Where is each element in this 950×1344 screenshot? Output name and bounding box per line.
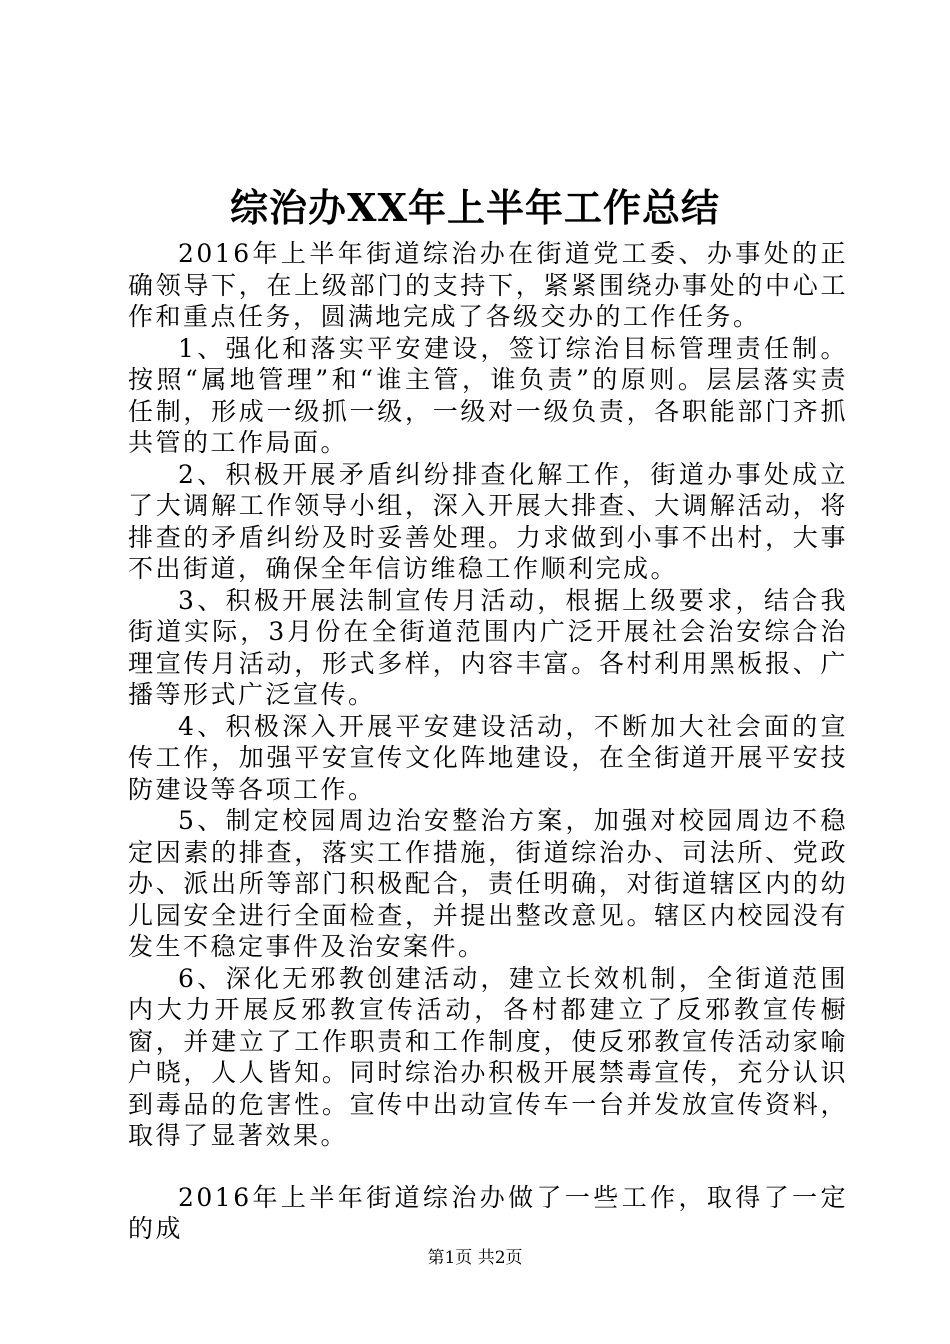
document-title: 综治办XX年上半年工作总结 [230, 185, 720, 230]
paragraph-item-3: 3、积极开展法制宣传月活动，根据上级要求，结合我街道实际，3月份在全街道范围内广泛开展社会治安综合治理宣传月活动，形式多样，内容丰富。各村利用黑板报、广播等形式广泛宣传。 [128, 585, 848, 709]
paragraph-intro: 2016年上半年街道综治办在街道党工委、办事处的正确领导下，在上级部门的支持下，紧紧围绕办事处的中心工作和重点任务，圆满地完成了各级交办的工作任务。 [128, 239, 848, 331]
paragraph-conclusion: 2016年上半年街道综治办做了一些工作，取得了一定的成 [128, 1182, 848, 1243]
page-indicator: 第1页 共2页 [427, 1248, 523, 1268]
document-body [128, 238, 848, 1245]
paragraph-item-6: 6、深化无邪教创建活动，建立长效机制，全街道范围内大力开展反邪教宣传活动，各村都建立了反邪教宣传橱窗，并建立了工作职责和工作制度，使反邪教宣传活动家喻户晓，人人皆知。同时综治办积极开展禁毒宣传，充分认识到毒品的危害性。宣传中出动宣传车一台并发放宣传资料，取得了显著效果。 [128, 963, 848, 1150]
paragraph-item-5: 5、制定校园周边治安整治方案，加强对校园周边不稳定因素的排查，落实工作措施，街道综治办、司法所、党政办、派出所等部门积极配合，责任明确，对街道辖区内的幼儿园安全进行全面检查，并提出整改意见。辖区内校园没有发生不稳定事件及治安案件。 [128, 806, 848, 961]
paragraph-item-2: 2、积极开展矛盾纠纷排查化解工作，街道办事处成立了大调解工作领导小组，深入开展大排查、大调解活动，将排查的矛盾纠纷及时妥善处理。力求做到小事不出村，大事不出街道，确保全年信访维稳工作顺利完成。 [128, 459, 848, 583]
paragraph-item-4: 4、积极深入开展平安建设活动，不断加大社会面的宣传工作，加强平安宣传文化阵地建设，在全街道开展平安技防建设等各项工作。 [128, 711, 848, 804]
paragraph-item-1: 1、强化和落实平安建设，签订综治目标管理责任制。按照“属地管理”和“谁主管，谁负责”的原则。层层落实责任制，形成一级抓一级，一级对一级负责，各职能部门齐抓共管的工作局面。 [128, 333, 848, 457]
